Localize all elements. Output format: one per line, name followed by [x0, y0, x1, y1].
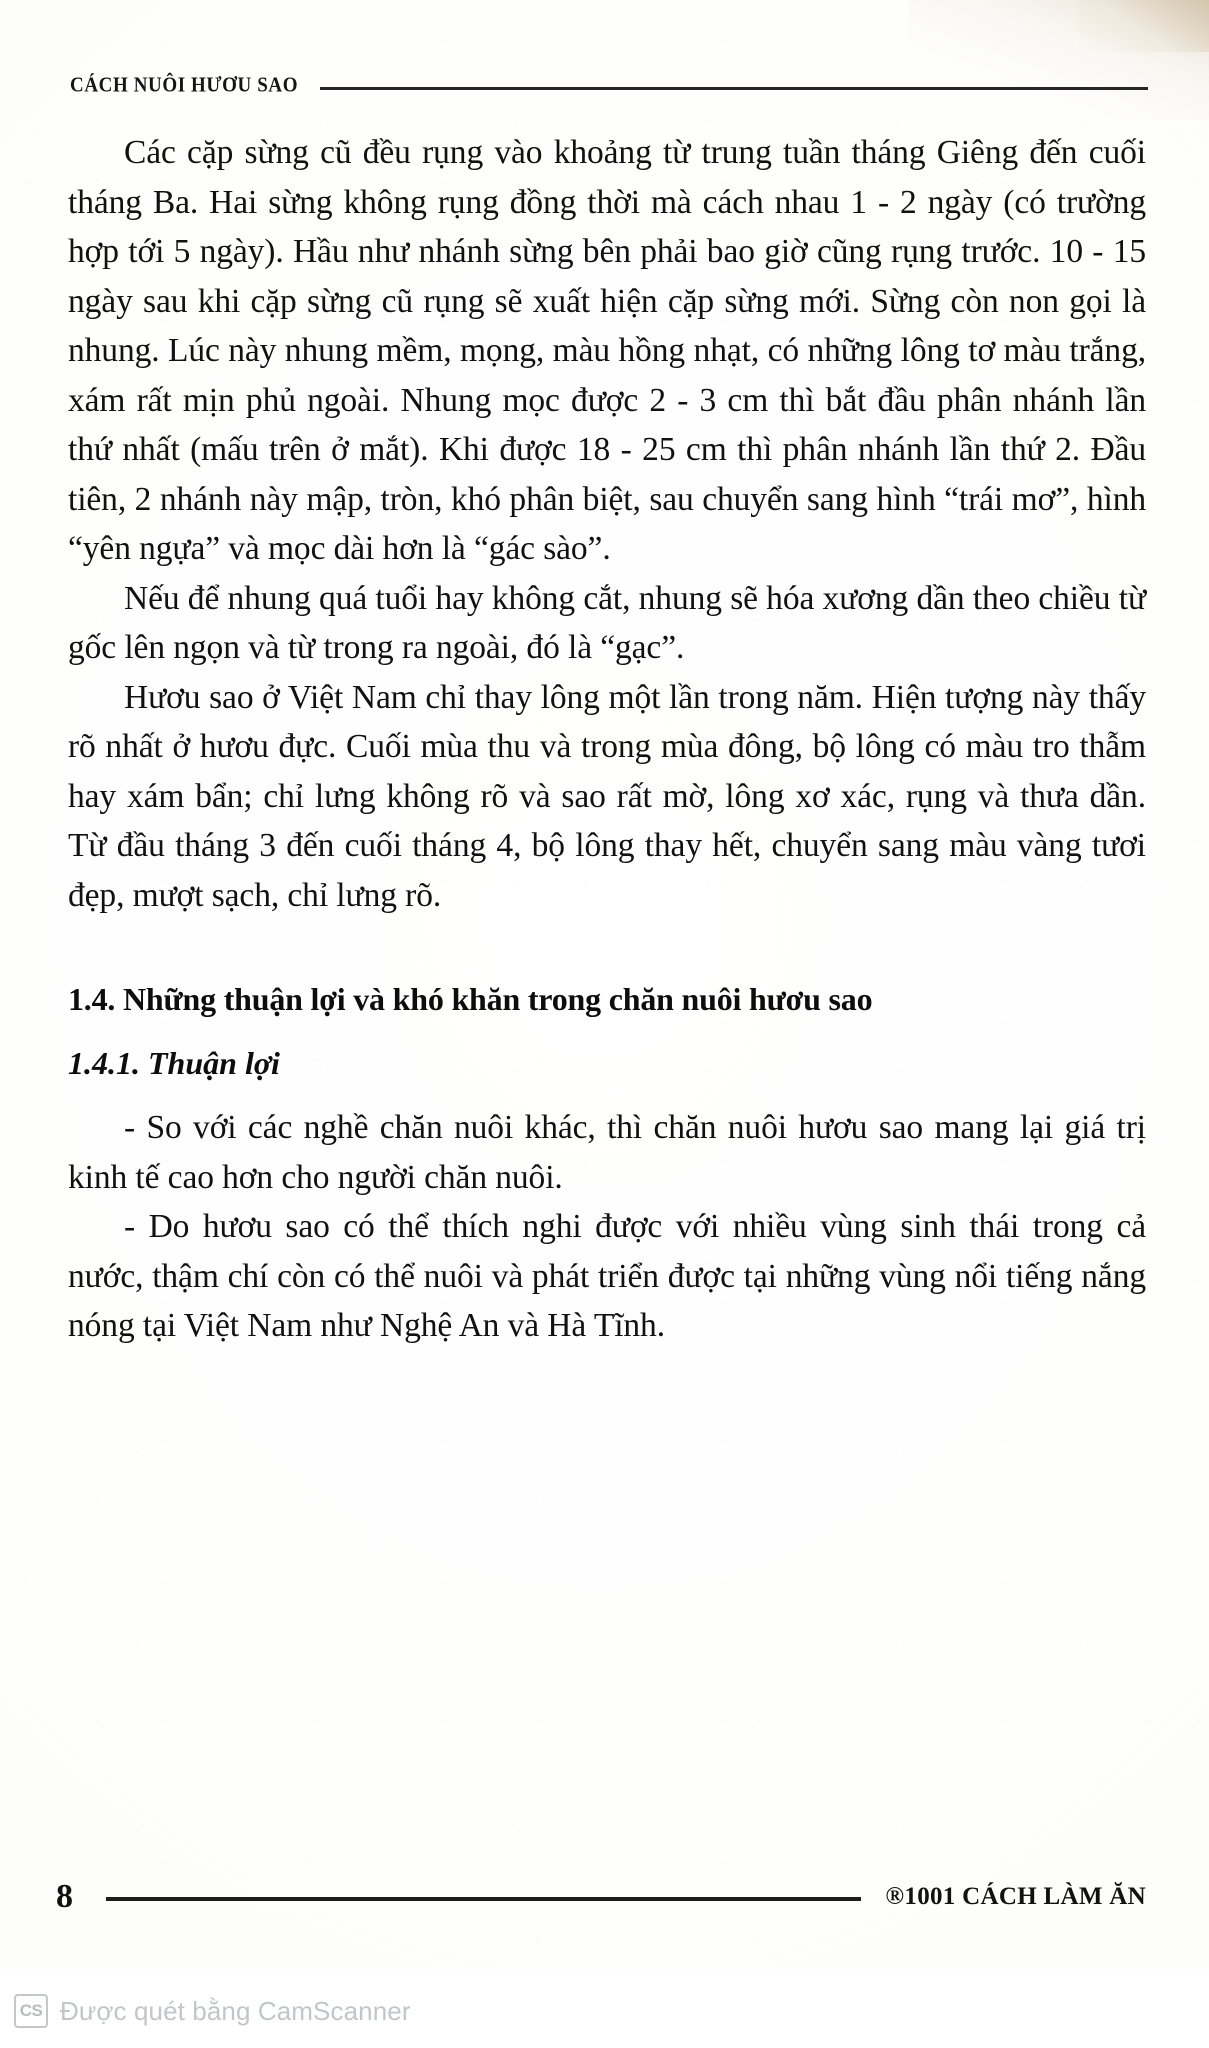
camscanner-logo-icon: CS	[14, 1994, 48, 2028]
paragraph-advantage-economic: - So với các nghề chăn nuôi khác, thì chăn nuôi hươu sao mang lại giá trị kinh tế cao hơn cho người chăn nuôi.	[68, 1109, 1146, 1196]
camscanner-label: Được quét bằng CamScanner	[60, 1995, 411, 2026]
running-head-title: CÁCH NUÔI HƯƠU SAO	[70, 73, 299, 97]
subsection-heading-1-4-1: 1.4.1. Thuận lợi	[68, 1045, 280, 1081]
running-head	[70, 73, 1150, 98]
section-heading-1-4: 1.4. Những thuận lợi và khó khăn trong chăn nuôi hươu sao	[68, 981, 873, 1017]
body-text	[68, 128, 1146, 1351]
paragraph-coat-change: Hươu sao ở Việt Nam chỉ thay lông một lần trong năm. Hiện tượng này thấy rõ nhất ở hươu đực. Cuối mùa thu và trong mùa đông, bộ lông có màu tro thẫm hay xám bẩn; chỉ lưng không rõ và sao rất mờ, lông xơ xác, rụng và thưa dần. Từ đầu tháng 3 đến cuối tháng 4, bộ lông thay hết, chuyển sang màu vàng tươi đẹp, mượt sạch, chỉ lưng rõ.	[68, 678, 1146, 914]
footer-rule	[106, 1897, 861, 1901]
running-head-rule	[320, 87, 1148, 90]
paragraph-velvet-ossification: Nếu để nhung quá tuổi hay không cắt, nhung sẽ hóa xương dần theo chiều từ gốc lên ngọn và từ trong ra ngoài, đó là “gạc”.	[68, 579, 1146, 666]
page-number: 8	[56, 1878, 73, 1915]
publisher-imprint: ®1001 CÁCH LÀM ĂN	[885, 1883, 1146, 1910]
page-footer	[56, 1878, 1146, 1916]
paragraph-advantage-adaptability: - Do hươu sao có thể thích nghi được với nhiều vùng sinh thái trong cả nước, thậm chí còn có thể nuôi và phát triển được tại những vùng nổi tiếng nắng nóng tại Việt Nam như Nghệ An và Hà Tĩnh.	[68, 1208, 1146, 1344]
paragraph-antler-shedding: Các cặp sừng cũ đều rụng vào khoảng từ trung tuần tháng Giêng đến cuối tháng Ba. Hai sừng không rụng đồng thời mà cách nhau 1 - 2 ngày (có trường hợp tới 5 ngày). Hầu như nhánh sừng bên phải bao giờ cũng rụng trước. 10 - 15 ngày sau khi cặp sừng cũ rụng sẽ xuất hiện cặp sừng mới. Sừng còn non gọi là nhung. Lúc này nhung mềm, mọng, màu hồng nhạt, có những lông tơ màu trắng, xám rất mịn phủ ngoài. Nhung mọc được 2 - 3 cm thì bắt đầu phân nhánh lần thứ nhất (mấu trên ở mắt). Khi được 18 - 25 cm thì phân nhánh lần thứ 2. Đầu tiên, 2 nhánh này mập, tròn, khó phân biệt, sau chuyển sang hình “trái mơ”, hình “yên ngựa” và mọc dài hơn là “gác sào”.	[68, 134, 1146, 567]
camscanner-watermark	[0, 1974, 1209, 2048]
